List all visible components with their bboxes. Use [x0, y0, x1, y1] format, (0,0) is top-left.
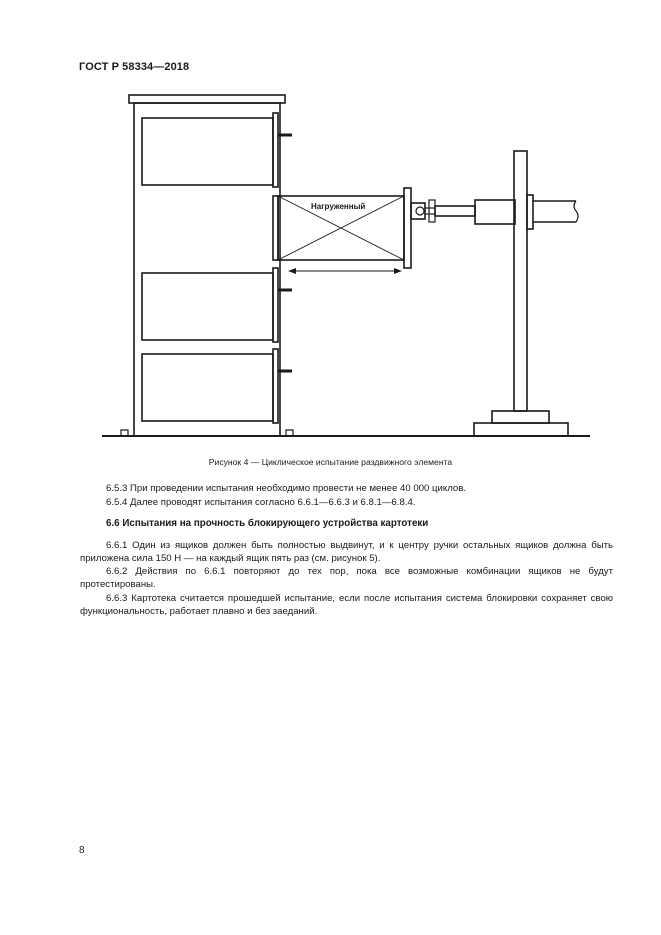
drawer-2-front	[404, 188, 411, 268]
stand-base-upper	[492, 411, 549, 423]
drawer-3	[142, 273, 273, 340]
drawer-1-front	[273, 113, 278, 187]
motion-arrow-head-left	[288, 268, 296, 274]
document-header: ГОСТ Р 58334—2018	[79, 61, 190, 73]
drawer-4-front	[273, 349, 278, 423]
clamp-pin	[416, 207, 424, 215]
clamp-block	[411, 203, 425, 219]
paragraph-6-5-4: 6.5.4 Далее проводят испытания согласно 6.6.1—6.6.3 и 6.8.1—6.8.4.	[106, 497, 416, 508]
page-number: 8	[79, 845, 85, 856]
figure-caption: Рисунок 4 — Циклическое испытание раздвижного элемента	[208, 457, 453, 467]
paragraph-6-6-3: 6.6.3 Картотека считается прошедшей испытание, если после испытания система блокировки сохраняет свою функциональность, работает плавно и без заеданий.	[80, 593, 613, 618]
drawer-loaded-label: Нагруженный	[311, 202, 366, 211]
drawer-3-front	[273, 268, 278, 342]
stand-base-lower	[474, 423, 568, 436]
drawer-4	[142, 354, 273, 421]
cylinder-tail	[533, 201, 576, 222]
cylinder-body	[475, 200, 515, 224]
stand-column	[514, 151, 527, 411]
piston-rod	[435, 206, 475, 216]
cabinet-body	[134, 103, 280, 436]
paragraph-6-6-2: 6.6.2 Действия по 6.6.1 повторяют до тех пор, пока все возможные комбинации ящиков не будут протестированы.	[80, 566, 613, 591]
paragraph-6-5-3: 6.5.3 При проведении испытания необходимо провести не менее 40 000 циклов.	[106, 483, 466, 494]
section-title: 6.6 Испытания на прочность блокирующего устройства картотеки	[106, 518, 429, 529]
paragraph-6-6-1: 6.6.1 Один из ящиков должен быть полностью выдвинут, и к центру ручки остальных ящиков должна быть приложена сила 150 Н — на каждый ящик пять раз (см. рисунок 5).	[80, 540, 613, 565]
figure-4-drawing	[0, 0, 661, 445]
cabinet-top	[129, 95, 285, 103]
drawer-1	[142, 118, 273, 185]
stand-collar	[527, 195, 533, 229]
clamp-bracket	[429, 200, 435, 222]
motion-arrow-head-right	[394, 268, 402, 274]
cylinder-tail-break	[574, 201, 578, 222]
